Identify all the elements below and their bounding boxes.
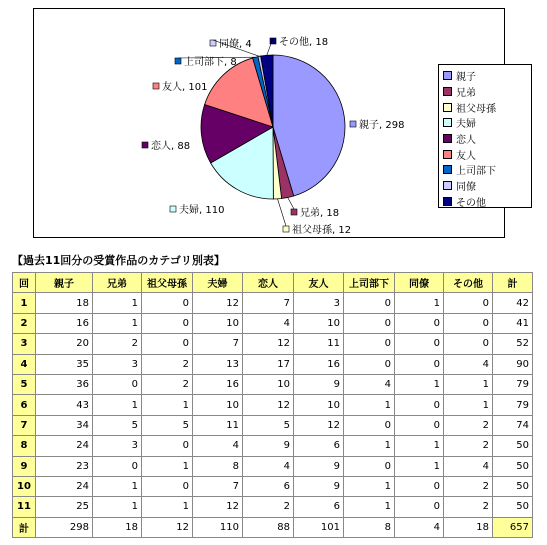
row-header-cell: 計	[13, 517, 36, 537]
table-cell: 20	[36, 334, 93, 354]
table-cell: 0	[142, 293, 193, 313]
table-row	[13, 436, 533, 456]
table-cell: 5	[243, 415, 294, 435]
table-row	[13, 313, 533, 333]
table-cell: 8	[193, 456, 243, 476]
row-header-cell: 11	[13, 497, 36, 517]
table-cell: 1	[142, 456, 193, 476]
column-header-7: 上司部下	[344, 273, 395, 293]
table-cell: 0	[395, 497, 444, 517]
legend-label: 祖父母孫	[456, 103, 496, 115]
slice-label-4	[170, 203, 224, 216]
table-cell: 1	[444, 395, 493, 415]
table-cell: 1	[93, 395, 142, 415]
table-cell: 0	[395, 415, 444, 435]
legend-swatch	[443, 103, 452, 112]
table-cell: 12	[193, 497, 243, 517]
table-cell: 17	[243, 354, 294, 374]
svg-text:その他, 18: その他, 18	[279, 37, 329, 48]
table-cell: 1	[395, 374, 444, 394]
table-cell: 12	[243, 395, 294, 415]
svg-text:親子, 298: 親子, 298	[359, 120, 405, 131]
row-header-cell: 4	[13, 354, 36, 374]
table-row	[13, 395, 533, 415]
table-cell: 35	[36, 354, 93, 374]
slice-label-5	[142, 139, 190, 152]
table-cell: 1	[395, 436, 444, 456]
row-header-cell: 2	[13, 313, 36, 333]
table-title: 【過去11回分の受賞作品のカテゴリ別表】	[12, 254, 225, 267]
svg-text:上司部下, 8: 上司部下, 8	[184, 57, 237, 68]
svg-text:友人, 101: 友人, 101	[162, 82, 208, 93]
svg-text:夫婦, 110: 夫婦, 110	[179, 205, 225, 216]
table-cell: 4	[395, 517, 444, 537]
column-header-3: 祖父母孫	[142, 273, 193, 293]
table-cell: 3	[294, 293, 344, 313]
legend-label: 夫婦	[456, 119, 476, 131]
table-cell: 18	[444, 517, 493, 537]
table-cell: 9	[294, 374, 344, 394]
table-cell: 25	[36, 497, 93, 517]
table-cell: 50	[493, 456, 533, 476]
table-cell: 1	[93, 293, 142, 313]
slice-label-2	[291, 206, 339, 219]
table-cell: 6	[243, 476, 294, 496]
table-cell: 0	[93, 456, 142, 476]
row-header-cell: 5	[13, 374, 36, 394]
table-cell: 4	[344, 374, 395, 394]
table-cell: 1	[93, 313, 142, 333]
svg-text:祖父母孫, 12: 祖父母孫, 12	[292, 225, 352, 236]
table-cell: 0	[395, 354, 444, 374]
table-cell: 88	[243, 517, 294, 537]
table-cell: 1	[344, 436, 395, 456]
slice-label-6	[153, 80, 207, 93]
row-header-cell: 8	[13, 436, 36, 456]
legend-item-9	[443, 194, 531, 210]
table-cell: 23	[36, 456, 93, 476]
table-cell: 1	[344, 497, 395, 517]
table-cell: 43	[36, 395, 93, 415]
table-cell: 50	[493, 476, 533, 496]
table-cell: 0	[444, 313, 493, 333]
table-cell: 2	[444, 497, 493, 517]
slice-label-3	[283, 223, 351, 236]
column-header-10: 計	[493, 273, 533, 293]
legend-swatch	[443, 134, 452, 143]
table-cell: 18	[93, 517, 142, 537]
table-cell: 42	[493, 293, 533, 313]
table-cell: 11	[294, 334, 344, 354]
category-table	[12, 272, 533, 538]
table-cell: 0	[142, 334, 193, 354]
table-cell: 1	[93, 497, 142, 517]
table-cell: 50	[493, 436, 533, 456]
table-cell: 18	[36, 293, 93, 313]
svg-text:恋人, 88: 恋人, 88	[151, 141, 191, 152]
legend-swatch	[443, 197, 452, 206]
table-cell: 0	[344, 354, 395, 374]
legend-label: 上司部下	[456, 166, 496, 178]
table-cell: 2	[444, 476, 493, 496]
table-cell: 8	[344, 517, 395, 537]
table-cell: 5	[93, 415, 142, 435]
legend-swatch	[443, 71, 452, 80]
column-header-4: 夫婦	[193, 273, 243, 293]
table-cell: 7	[193, 476, 243, 496]
table-row	[13, 497, 533, 517]
table-cell: 0	[395, 334, 444, 354]
table-cell: 0	[142, 313, 193, 333]
table-cell: 2	[444, 436, 493, 456]
table-cell: 0	[142, 476, 193, 496]
table-cell: 10	[193, 313, 243, 333]
legend-label: 同僚	[456, 182, 476, 194]
table-cell: 12	[193, 293, 243, 313]
legend-item-3	[443, 99, 531, 115]
row-header-cell: 9	[13, 456, 36, 476]
table-cell: 9	[294, 476, 344, 496]
chart-legend	[438, 64, 532, 208]
table-cell: 0	[444, 334, 493, 354]
table-row	[13, 415, 533, 435]
table-cell: 10	[243, 374, 294, 394]
table-cell: 657	[493, 517, 533, 537]
pie-chart	[34, 9, 506, 239]
table-cell: 12	[294, 415, 344, 435]
legend-item-5	[443, 131, 531, 147]
table-cell: 9	[294, 456, 344, 476]
table-cell: 7	[243, 293, 294, 313]
legend-item-7	[443, 162, 531, 178]
table-row	[13, 334, 533, 354]
table-cell: 0	[344, 334, 395, 354]
legend-swatch	[443, 165, 452, 174]
table-cell: 2	[93, 334, 142, 354]
table-cell: 4	[193, 436, 243, 456]
table-cell: 16	[294, 354, 344, 374]
table-cell: 0	[344, 293, 395, 313]
table-cell: 2	[142, 354, 193, 374]
table-cell: 34	[36, 415, 93, 435]
table-row	[13, 476, 533, 496]
legend-swatch	[443, 87, 452, 96]
table-cell: 2	[444, 415, 493, 435]
table-header-row	[13, 273, 533, 293]
column-header-0: 回	[13, 273, 36, 293]
slice-label-9	[270, 35, 328, 48]
table-cell: 10	[294, 313, 344, 333]
column-header-8: 同僚	[395, 273, 444, 293]
table-cell: 10	[294, 395, 344, 415]
table-cell: 0	[344, 456, 395, 476]
table-row	[13, 354, 533, 374]
table-cell: 9	[243, 436, 294, 456]
column-header-9: その他	[444, 273, 493, 293]
table-cell: 1	[142, 395, 193, 415]
table-cell: 1	[395, 456, 444, 476]
table-cell: 4	[444, 456, 493, 476]
table-cell: 0	[395, 313, 444, 333]
table-cell: 36	[36, 374, 93, 394]
table-cell: 24	[36, 476, 93, 496]
legend-swatch	[443, 118, 452, 127]
table-cell: 4	[444, 354, 493, 374]
legend-label: 親子	[456, 72, 476, 84]
legend-label: 友人	[456, 150, 476, 162]
table-cell: 4	[243, 456, 294, 476]
table-cell: 79	[493, 374, 533, 394]
table-cell: 13	[193, 354, 243, 374]
slice-label-8	[210, 37, 252, 50]
legend-swatch	[443, 150, 452, 159]
table-cell: 16	[36, 313, 93, 333]
table-cell: 1	[444, 374, 493, 394]
table-cell: 16	[193, 374, 243, 394]
table-row	[13, 374, 533, 394]
table-cell: 2	[142, 374, 193, 394]
table-cell: 5	[142, 415, 193, 435]
table-cell: 90	[493, 354, 533, 374]
table-cell: 3	[93, 354, 142, 374]
legend-swatch	[443, 181, 452, 190]
table-cell: 0	[395, 476, 444, 496]
table-cell: 0	[344, 313, 395, 333]
table-cell: 11	[193, 415, 243, 435]
column-header-6: 友人	[294, 273, 344, 293]
column-header-1: 親子	[36, 273, 93, 293]
table-cell: 298	[36, 517, 93, 537]
table-row	[13, 456, 533, 476]
table-cell: 74	[493, 415, 533, 435]
legend-item-1	[443, 68, 531, 84]
table-cell: 50	[493, 497, 533, 517]
row-header-cell: 1	[13, 293, 36, 313]
table-cell: 6	[294, 436, 344, 456]
table-cell: 110	[193, 517, 243, 537]
table-row	[13, 293, 533, 313]
table-cell: 52	[493, 334, 533, 354]
legend-item-8	[443, 178, 531, 194]
table-cell: 12	[243, 334, 294, 354]
table-cell: 1	[142, 497, 193, 517]
column-header-5: 恋人	[243, 273, 294, 293]
pie-chart-area	[33, 8, 505, 238]
table-cell: 0	[344, 415, 395, 435]
table-cell: 2	[243, 497, 294, 517]
row-header-cell: 7	[13, 415, 36, 435]
legend-item-4	[443, 115, 531, 131]
table-cell: 24	[36, 436, 93, 456]
row-header-cell: 10	[13, 476, 36, 496]
table-cell: 79	[493, 395, 533, 415]
table-cell: 6	[294, 497, 344, 517]
table-cell: 0	[444, 293, 493, 313]
table-cell: 12	[142, 517, 193, 537]
table-cell: 1	[395, 293, 444, 313]
legend-label: 兄弟	[456, 88, 476, 100]
table-cell: 1	[93, 476, 142, 496]
table-cell: 4	[243, 313, 294, 333]
table-cell: 3	[93, 436, 142, 456]
table-cell: 101	[294, 517, 344, 537]
legend-label: その他	[456, 197, 486, 209]
table-cell: 1	[344, 395, 395, 415]
row-header-cell: 6	[13, 395, 36, 415]
table-cell: 7	[193, 334, 243, 354]
table-cell: 0	[142, 436, 193, 456]
table-cell: 1	[344, 476, 395, 496]
table-cell: 10	[193, 395, 243, 415]
slice-label-7	[175, 55, 237, 68]
table-cell: 0	[93, 374, 142, 394]
table-cell: 41	[493, 313, 533, 333]
column-header-2: 兄弟	[93, 273, 142, 293]
svg-text:兄弟, 18: 兄弟, 18	[300, 208, 340, 219]
total-row	[13, 517, 533, 537]
slice-label-1	[350, 118, 404, 131]
legend-label: 恋人	[456, 135, 476, 147]
svg-text:同僚, 4: 同僚, 4	[219, 39, 252, 50]
row-header-cell: 3	[13, 334, 36, 354]
table-cell: 0	[395, 395, 444, 415]
legend-item-6	[443, 146, 531, 162]
legend-item-2	[443, 84, 531, 100]
